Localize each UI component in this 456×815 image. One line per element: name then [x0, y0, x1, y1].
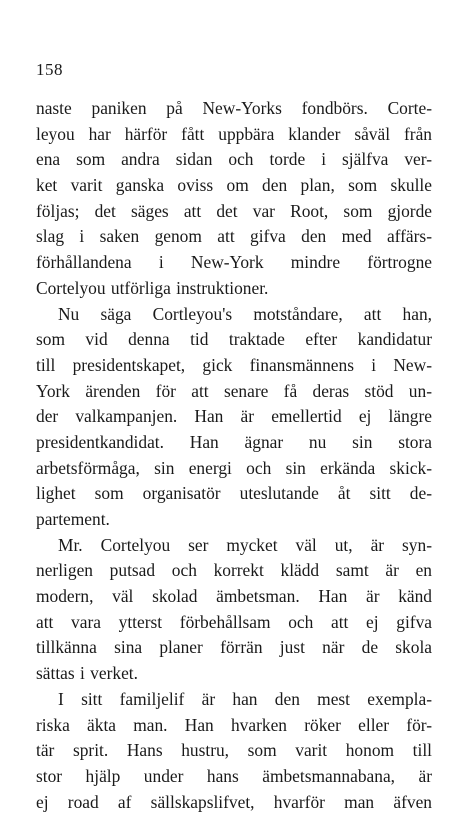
text-line: riska äkta man. Han hvarken röker eller för-	[36, 714, 432, 735]
text-line: sättas i verket.	[36, 663, 138, 684]
text-line: nerligen putsad och korrekt klädd samt är en	[36, 560, 432, 581]
text-line: förhållandena i New-York mindre förtrogne	[36, 252, 432, 273]
text-line: Cortelyou utförliga instruktioner.	[36, 277, 269, 298]
text-line: Nu säga Cortleyou's motståndare, att han,	[58, 303, 432, 324]
text-line: partement.	[36, 509, 110, 529]
text-line: att vara ytterst förbehållsam och att ej gifva	[36, 611, 432, 632]
text-line: arbetsförmåga, sin energi och sin erkända skick-	[36, 457, 432, 478]
text-line: ena som andra sidan och torde i själfva ver-	[36, 149, 432, 170]
text-line: slag i saken genom att gifva den med affärs-	[36, 226, 432, 247]
text-line: tär sprit. Hans hustru, som varit honom till	[36, 740, 432, 761]
text-line: till presidentskapet, gick finansmännens i New-	[36, 354, 432, 375]
page-number: 158	[36, 60, 63, 79]
text-line: naste paniken på New-Yorks fondbörs. Corte-	[36, 98, 432, 118]
text-line: ej road af sällskapslifvet, hvarför man äfven	[36, 791, 432, 812]
text-line: stor hjälp under hans ämbetsmannabana, är	[36, 765, 432, 786]
text-line: tillkänna sina planer förrän just när de skola	[36, 637, 432, 658]
text-line: ket varit ganska oviss om den plan, som skulle	[36, 175, 432, 196]
text-line: der valkampanjen. Han är emellertid ej längre	[36, 406, 432, 427]
text-line: I sitt familjelif är han den mest exempla-	[58, 688, 432, 709]
text-line: Mr. Cortelyou ser mycket väl ut, är syn-	[58, 534, 432, 555]
body-text	[36, 96, 432, 815]
text-line: presidentkandidat. Han ägnar nu sin stora	[36, 431, 432, 452]
text-line: lighet som organisatör uteslutande åt sitt de-	[36, 483, 432, 504]
text-line: York ärenden för att senare få deras stöd un-	[36, 380, 432, 401]
text-line: följas; det säges att det var Root, som gjorde	[36, 200, 432, 221]
text-line: som vid denna tid traktade efter kandidatur	[36, 329, 432, 350]
text-line: leyou har härför fått uppbära klander såväl från	[36, 123, 432, 144]
text-line: modern, väl skolad ämbetsman. Han är känd	[36, 586, 432, 607]
